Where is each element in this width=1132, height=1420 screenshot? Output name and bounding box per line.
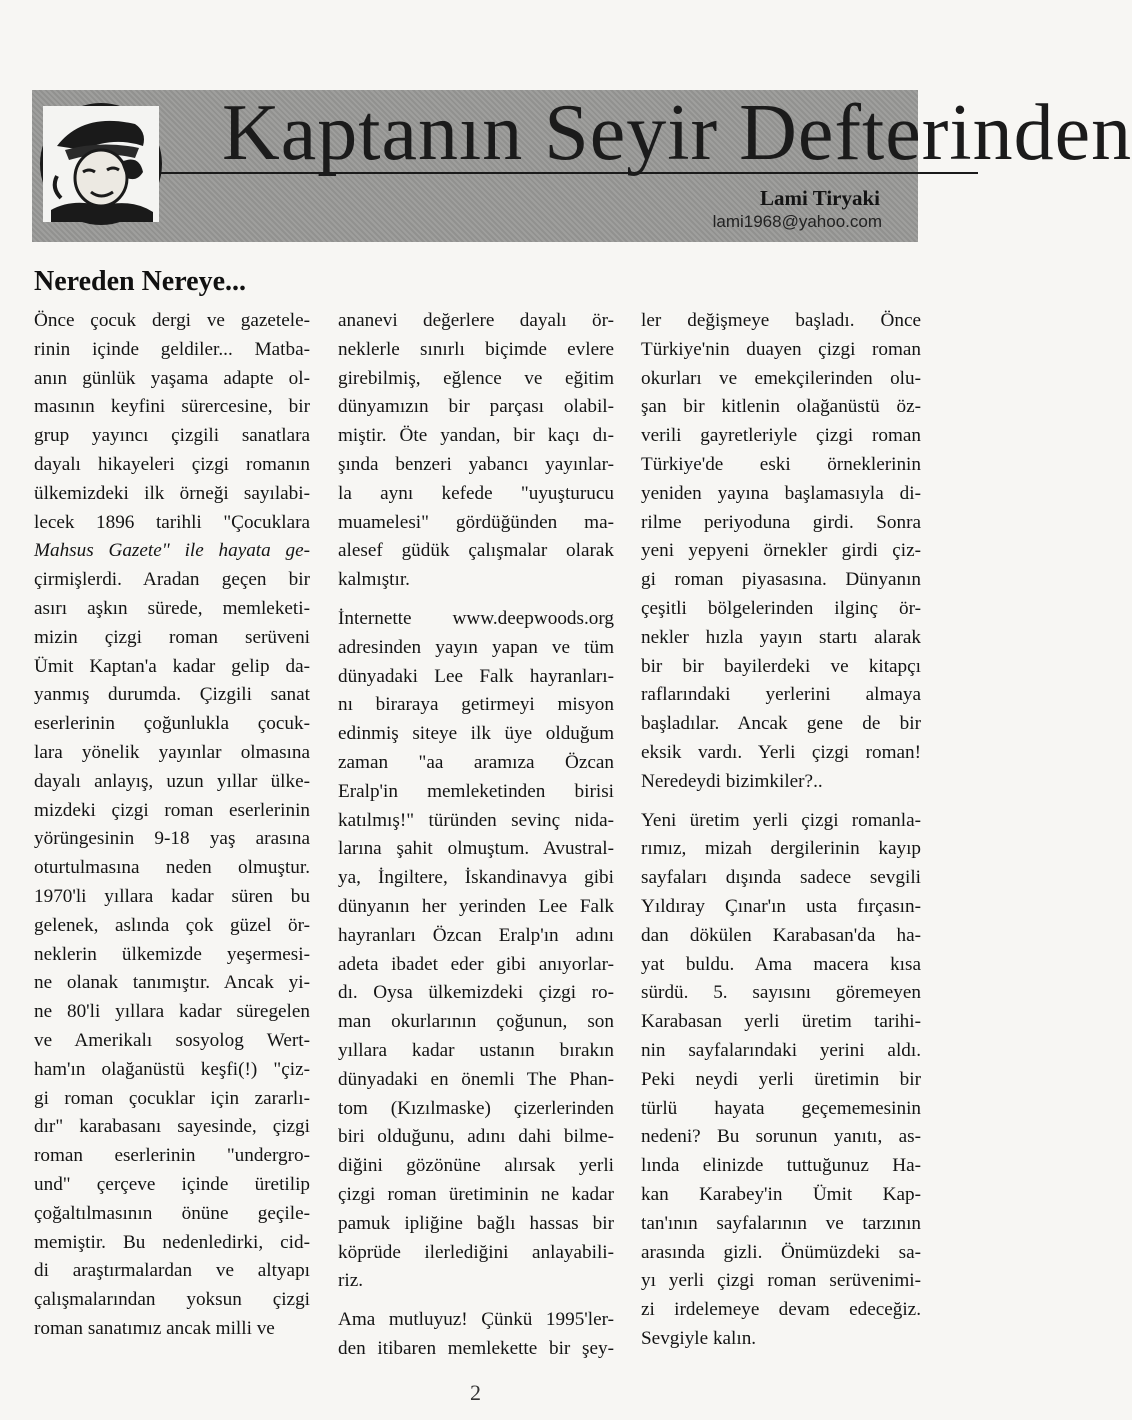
text-line: masının keyfini sürercesine, bir: [34, 396, 310, 418]
paragraph-gap: [338, 1296, 614, 1306]
text-line: biri olduğunu, adını dahi bilme-: [338, 1126, 614, 1148]
text-line: dünyadaki Lee Falk hayranları-: [338, 665, 614, 687]
text-line: Yeni üretim yerli çizgi romanla-: [641, 809, 921, 831]
text-line: Peki neydi yerli üretimin bir: [641, 1068, 921, 1090]
text-line: verili gayretleriyle çizgi roman: [641, 425, 921, 447]
paragraph-gap: [338, 595, 614, 605]
article-heading: Nereden Nereye...: [34, 266, 246, 297]
text-line: Türkiye'nin duayen çizgi roman: [641, 338, 921, 360]
text-line: bir bir bayilerdeki ve kitapçı: [641, 655, 921, 677]
text-line: pamuk ipliğine bağlı hassas bir: [338, 1212, 614, 1234]
text-line: dayalı anlayış, uzun yıllar ülke-: [34, 770, 310, 792]
text-line: adresinden yayın yapan ve tüm: [338, 636, 614, 658]
text-line: riz.: [338, 1270, 364, 1292]
text-line: muamelesi" gördüğünden ma-: [338, 511, 614, 533]
text-line: mizin çizgi roman serüveni: [34, 626, 310, 648]
text-line: Önce çocuk dergi ve gazetele-: [34, 310, 310, 331]
text-line: şında benzeri yabancı yayınlar-: [338, 453, 614, 475]
article-column-2: [338, 307, 614, 1364]
page-title: Kaptanın Seyir Defterinden: [222, 89, 1132, 177]
text-line: rinin içinde geldiler... Matba-: [34, 338, 310, 360]
text-line: Ama mutluyuz! Çünkü 1995'ler-: [338, 1309, 614, 1331]
text-line: nedeni? Bu sorunun yanıtı, as-: [641, 1126, 921, 1148]
article-column-3: [641, 307, 921, 1354]
text-line: dünyanın her yerinden Lee Falk: [338, 895, 614, 917]
text-line: arasında gizli. Önümüzdeki sa-: [641, 1241, 921, 1263]
text-line: Mahsus Gazete" ile hayata ge-: [34, 540, 310, 562]
text-line: katılmış!" türünden sevinç nida-: [338, 809, 614, 831]
text-line: man okurlarının çoğunun, son: [338, 1011, 614, 1033]
text-line: yeniden yayına başlamasıyla di-: [641, 482, 921, 504]
text-line: yıllara kadar ustanın bırakın: [338, 1039, 614, 1061]
text-line: anın günlük yaşama adapte ol-: [34, 367, 310, 389]
page-number: 2: [470, 1380, 481, 1405]
text-line: ler değişmeye başladı. Önce: [641, 310, 921, 331]
text-line: nekler hızla yayın startı alarak: [641, 626, 921, 648]
text-line: çirmişlerdi. Aradan geçen bir: [34, 569, 310, 591]
text-line: raflarındaki yerlerini almaya: [641, 684, 921, 706]
text-line: zi irdelemeye devam edeceğiz.: [641, 1299, 921, 1321]
text-line: kalmıştır.: [338, 569, 410, 591]
text-line: ne 80'li yıllara kadar süregelen: [34, 1001, 310, 1023]
text-line: tan'ının sayfalarının ve tarzının: [641, 1212, 921, 1234]
text-line: İnternette www.deepwoods.org: [338, 607, 614, 629]
text-line: rımız, mizah dergilerinin kayıp: [641, 838, 921, 860]
author-email: lami1968@yahoo.com: [712, 212, 882, 231]
text-line: roman eserlerinin "undergro-: [34, 1145, 310, 1167]
text-line: yanmış durumda. Çizgili sanat: [34, 684, 310, 706]
paragraph-gap: [641, 797, 921, 807]
text-line: mizdeki çizgi roman eserlerinin: [34, 799, 310, 821]
text-line: sayfaları dışında sadece sevgili: [641, 867, 921, 889]
text-line: den itibaren memlekette bir şey-: [338, 1337, 614, 1359]
text-line: Türkiye'de eski örneklerinin: [641, 453, 921, 475]
text-line: çizgi roman üretiminin ne kadar: [338, 1183, 614, 1205]
text-line: ne olanak tanımıştır. Ancak yi-: [34, 972, 310, 994]
text-line: yörüngesinin 9-18 yaş arasına: [34, 828, 310, 850]
text-line: yı yerli çizgi roman serüvenimi-: [641, 1270, 921, 1292]
text-line: Sevgiyle kalın.: [641, 1327, 757, 1349]
text-line: dır" karabasanı sayesinde, çizgi: [34, 1116, 310, 1138]
text-line: tom (Kızılmaske) çizerlerinden: [338, 1097, 614, 1119]
text-line: gi roman piyasasına. Dünyanın: [641, 569, 921, 591]
text-line: türlü hayata geçememesinin: [641, 1097, 921, 1119]
text-line: oturtulmasına neden olmuştur.: [34, 857, 310, 879]
text-line: Karabasan yerli üretim tarihi-: [641, 1011, 921, 1033]
text-line: alesef güdük çalışmalar olarak: [338, 540, 614, 562]
text-line: köprüde ilerlediğini anlayabili-: [338, 1241, 614, 1263]
text-line: kan Karabey'in Ümit Kap-: [641, 1183, 921, 1205]
text-line: adeta ibadet eder gibi anıyorlar-: [338, 953, 614, 975]
text-line: la aynı kefede "uyuşturucu: [338, 482, 614, 504]
text-line: miştir. Öte yandan, bir kaçı dı-: [338, 425, 614, 447]
text-line: grup yayıncı çizgili sanatlara: [34, 425, 310, 447]
text-line: yat buldu. Ama macera kısa: [641, 953, 921, 975]
text-line: und" çerçeve içinde üretilip: [34, 1173, 310, 1195]
text-line: eserlerinin çoğunlukla çocuk-: [34, 713, 310, 735]
text-line: çoğaltılmasının önüne geçile-: [34, 1202, 310, 1224]
text-line: hayranları Özcan Eralp'ın adını: [338, 924, 614, 946]
text-line: gi roman çocuklar için zararlı-: [34, 1087, 310, 1109]
text-line: memiştir. Bu nedenledirki, cid-: [34, 1231, 310, 1253]
text-line: asırı aşkın sürede, memleketi-: [34, 597, 310, 619]
text-line: lında elinizde tuttuğunuz Ha-: [641, 1155, 921, 1177]
text-line: başladılar. Ancak gene de bir: [641, 713, 921, 735]
text-line: neklerle sınırlı biçimde evlere: [338, 338, 614, 360]
text-line: dayalı hikayeleri çizgi romanın: [34, 453, 310, 475]
text-line: dünyadaki en önemli The Phan-: [338, 1068, 614, 1090]
text-line: sürdü. 5. sayısını göremeyen: [641, 982, 921, 1004]
text-line: Ümit Kaptan'a kadar gelip da-: [34, 655, 310, 677]
text-line: zaman "aa aramıza Özcan: [338, 751, 614, 773]
text-line: şan bir kitlenin olağanüstü öz-: [641, 396, 921, 418]
text-line: Yıldıray Çınar'ın usta fırçasın-: [641, 895, 921, 917]
text-line: diğini gözönüne alırsak yerli: [338, 1155, 614, 1177]
text-line: çalışmalarından yoksun çizgi: [34, 1289, 310, 1311]
article-column-1: [34, 307, 310, 1344]
text-line: dan dökülen Karabasan'da ha-: [641, 924, 921, 946]
text-line: ve Amerikalı sosyolog Wert-: [34, 1029, 310, 1051]
text-line: yeni yepyeni örnekler girdi çiz-: [641, 540, 921, 562]
text-line: gelenek, aslında çok güzel ör-: [34, 914, 310, 936]
text-line: eksik vardı. Yerli çizgi roman!: [641, 741, 921, 763]
text-line: girebilmiş, eğlence ve eğitim: [338, 367, 614, 389]
text-line: neklerin ülkemizde yeşermesi-: [34, 943, 310, 965]
text-line: Eralp'in memleketinden birisi: [338, 780, 614, 802]
text-line: 1970'li yıllara kadar süren bu: [34, 885, 310, 907]
text-line: ülkemizdeki ilk örneği sayılabi-: [34, 482, 310, 504]
text-line: ya, İngiltere, İskandinavya gibi: [338, 867, 614, 889]
text-line: roman sanatımız ancak milli ve: [34, 1317, 275, 1339]
text-line: ananevi değerlere dayalı ör-: [338, 310, 614, 331]
captain-portrait-icon: [40, 103, 162, 225]
text-line: dı. Oysa ülkemizdeki çizgi ro-: [338, 982, 614, 1004]
text-line: Neredeydi bizimkiler?..: [641, 770, 823, 792]
text-line: larına şahit olmuştum. Avustral-: [338, 838, 614, 860]
text-line: lara yönelik yayınlar olmasına: [34, 741, 310, 763]
text-line: di araştırmalardan ve altyapı: [34, 1260, 310, 1282]
text-line: dünyamızın bir parçası olabil-: [338, 396, 614, 418]
author-name: Lami Tiryaki: [759, 186, 880, 210]
text-line: rilme periyoduna girdi. Sonra: [641, 511, 921, 533]
text-line: ham'ın olağanüstü keşfi(!) "çiz-: [34, 1058, 310, 1080]
text-line: okurları ve emekçilerinden olu-: [641, 367, 921, 389]
text-line: çeşitli bölgelerinden ilginç ör-: [641, 597, 921, 619]
text-line: edinmiş siteye ilk üye olduğum: [338, 723, 614, 745]
text-line: lecek 1896 tarihli "Çocuklara: [34, 511, 310, 533]
text-line: nı biraraya getirmeyi misyon: [338, 694, 614, 716]
text-line: nin sayfalarındaki yerini aldı.: [641, 1039, 921, 1061]
